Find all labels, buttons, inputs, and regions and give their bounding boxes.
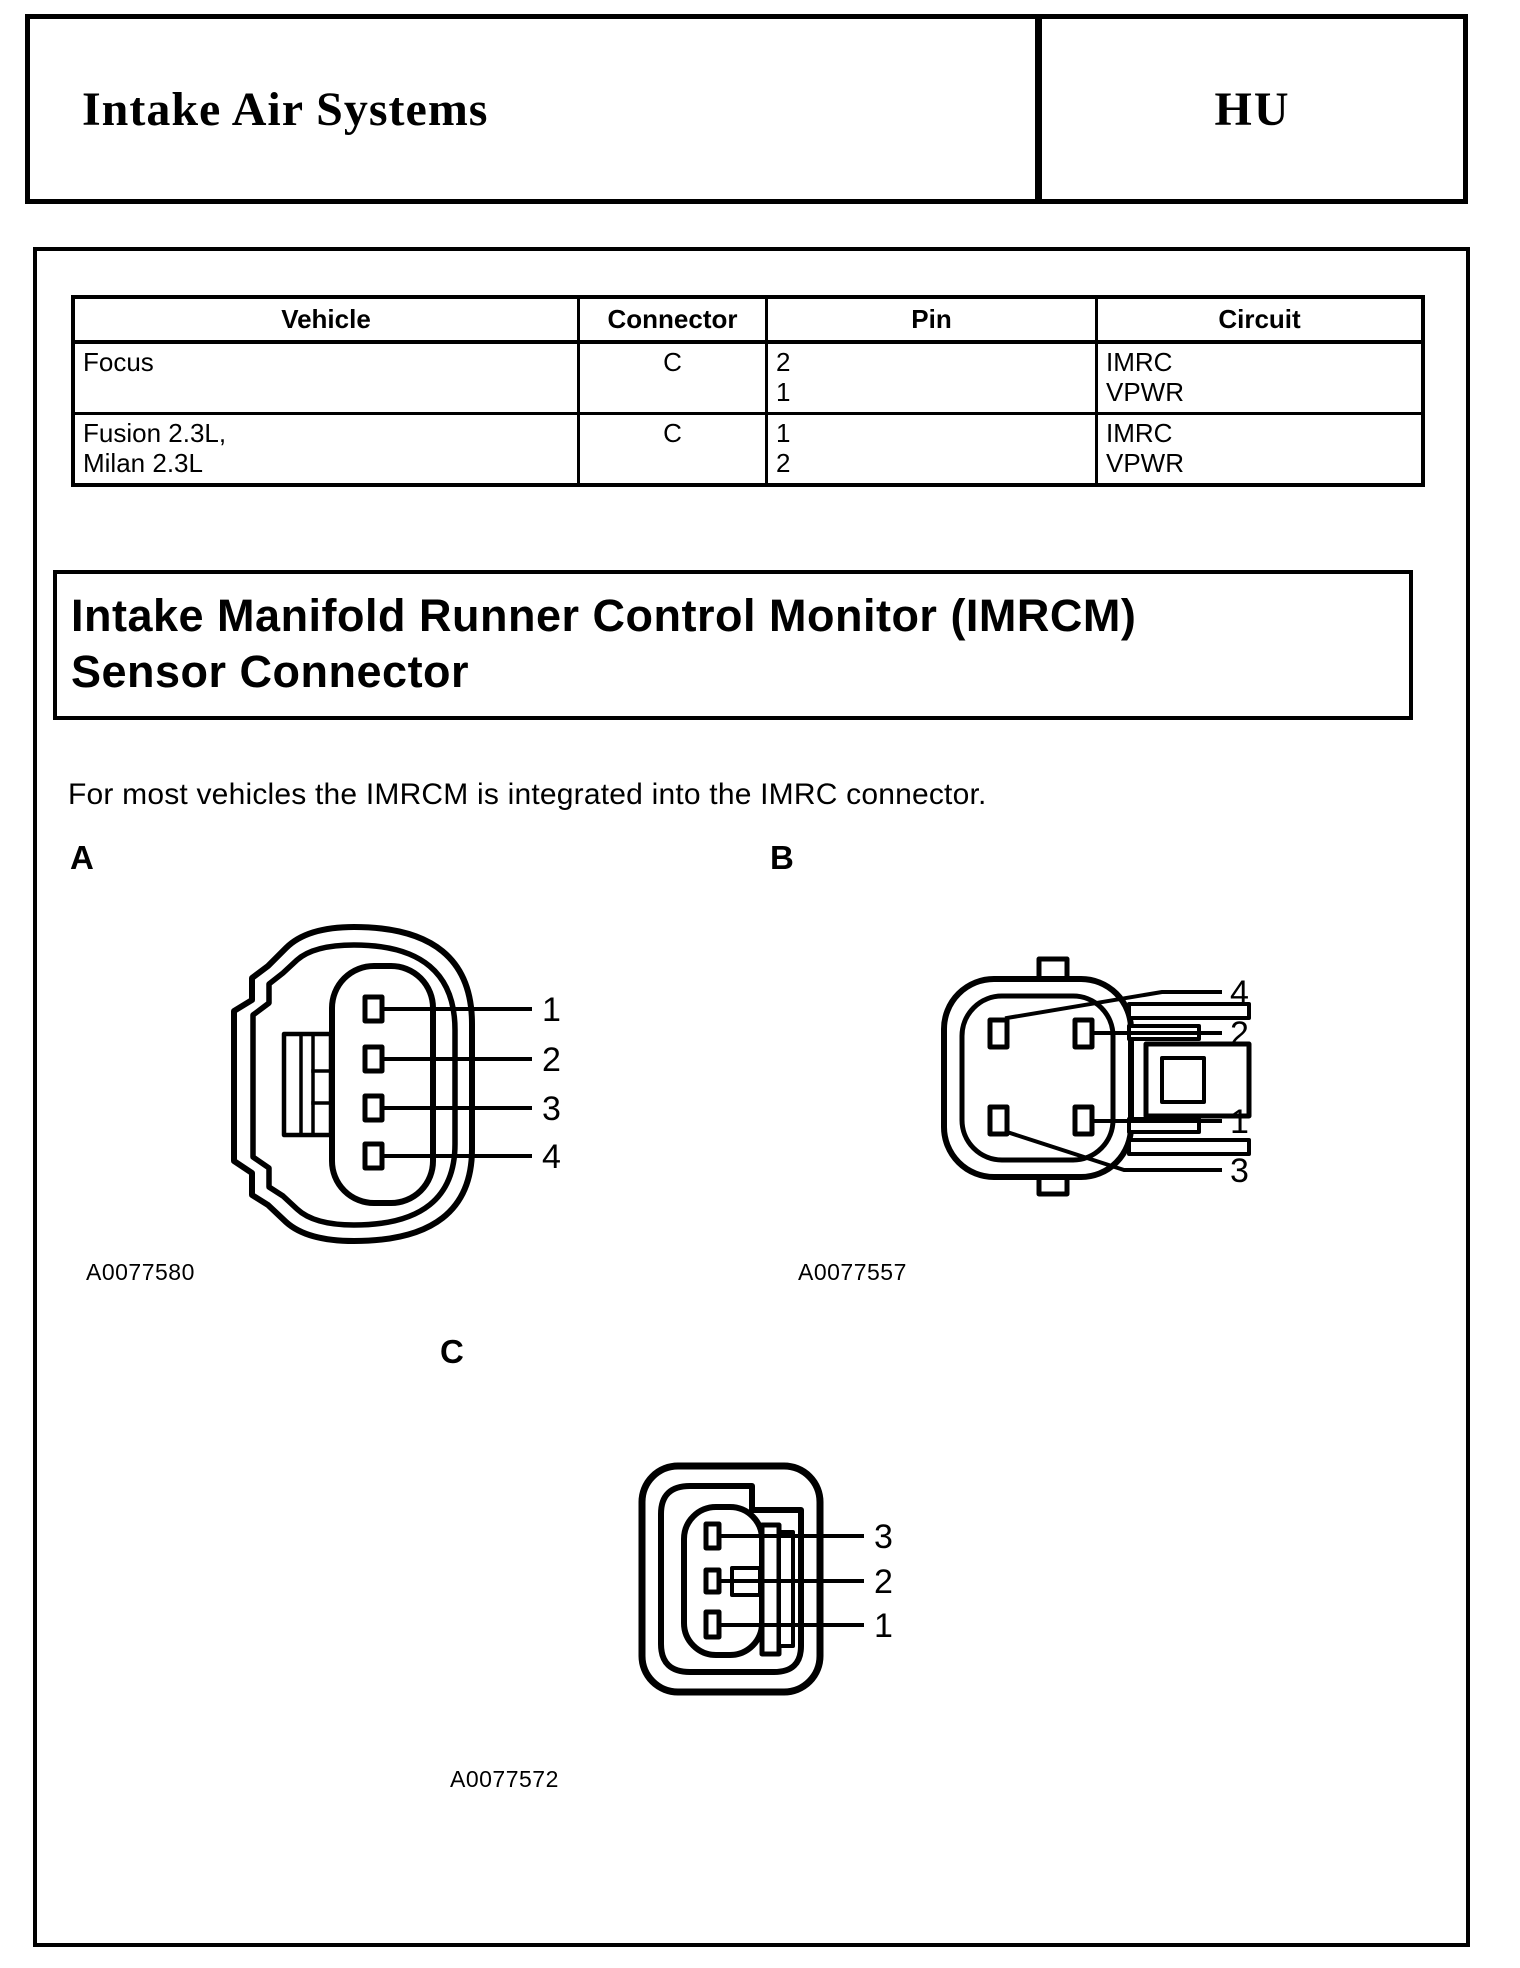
pin — [365, 1047, 382, 1071]
pin-number: 2 — [874, 1563, 893, 1601]
cell-connector: C — [580, 344, 768, 412]
content-frame — [33, 247, 1470, 1947]
cell-pin: 2 1 — [768, 344, 1098, 412]
pin-number: 2 — [542, 1041, 561, 1079]
pin-number: 4 — [1230, 974, 1249, 1012]
connector-a-diagram — [204, 904, 584, 1264]
cell-circuit: IMRC VPWR — [1106, 347, 1184, 407]
col-header-pin: Pin — [768, 299, 1098, 340]
diagram-b-part-number: A0077557 — [798, 1259, 907, 1285]
cell-pin: 1 2 — [768, 415, 1098, 483]
connector-c-diagram — [624, 1444, 914, 1714]
diagram-b-label: B — [770, 839, 794, 876]
pin-number: 3 — [874, 1518, 893, 1556]
diagram-a-label: A — [70, 839, 94, 876]
pin — [990, 1020, 1007, 1047]
table-header-row — [75, 299, 1421, 344]
pin-number: 3 — [1230, 1152, 1249, 1190]
pin-number: 1 — [1230, 1103, 1249, 1141]
body-text: For most vehicles the IMRCM is integrated into the IMRC connector. — [68, 778, 987, 811]
cell-vehicle: Fusion 2.3L, Milan 2.3L — [75, 415, 580, 483]
pin — [1075, 1107, 1092, 1134]
pin-number: 3 — [542, 1090, 561, 1128]
col-header-connector: Connector — [580, 299, 768, 340]
vehicle-table — [71, 295, 1425, 487]
page-header-title-cell — [30, 19, 1035, 199]
page-header — [25, 14, 1468, 204]
pin-number: 1 — [542, 991, 561, 1029]
section-title-box — [53, 570, 1413, 720]
table-row — [75, 415, 1421, 483]
connector-a-bracket — [284, 1034, 331, 1135]
cell-connector: C — [580, 415, 768, 483]
table-row — [75, 344, 1421, 415]
latch-bar — [779, 1532, 793, 1646]
pin-number: 4 — [542, 1138, 561, 1176]
col-header-circuit: Circuit — [1218, 304, 1301, 334]
diagram-c-part-number: A0077572 — [450, 1766, 559, 1792]
col-header-vehicle: Vehicle — [75, 299, 580, 340]
pin — [365, 1144, 382, 1168]
section-code: HU — [1214, 82, 1291, 136]
section-title-line2: Sensor Connector — [71, 646, 470, 697]
diagram-a-part-number: A0077580 — [86, 1259, 195, 1285]
section-title-line1: Intake Manifold Runner Control Monitor (IMRCM) — [71, 590, 1137, 641]
diagram-c-label: C — [440, 1333, 464, 1370]
connector-b-diagram — [864, 934, 1274, 1224]
cell-circuit: IMRC VPWR — [1106, 418, 1184, 478]
pin-number: 2 — [1230, 1015, 1249, 1053]
pin — [365, 997, 382, 1021]
pin-number: 1 — [874, 1607, 893, 1645]
page-title: Intake Air Systems — [82, 82, 489, 136]
page-header-code-cell — [1035, 19, 1463, 199]
pin — [990, 1107, 1007, 1134]
cell-vehicle: Focus — [75, 344, 580, 412]
pin — [1075, 1020, 1092, 1047]
latch-bar — [762, 1525, 779, 1654]
pin — [365, 1096, 382, 1120]
